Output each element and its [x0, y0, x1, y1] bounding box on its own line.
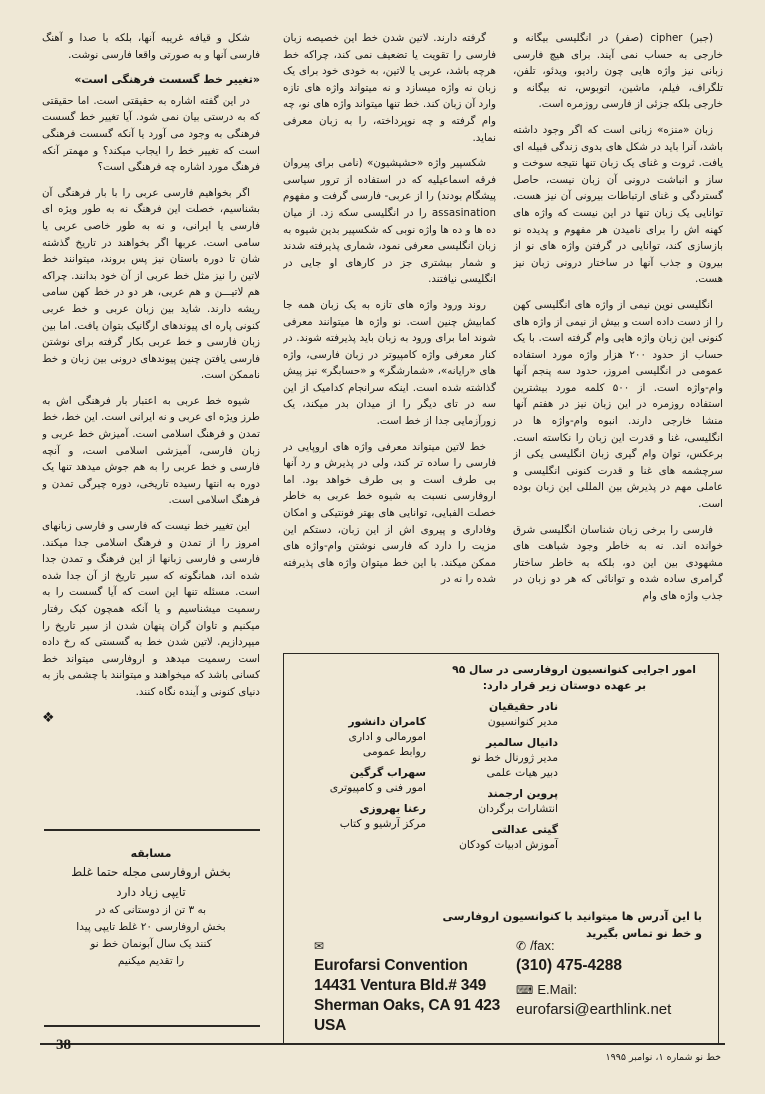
staff-list-left [296, 714, 426, 831]
footer-rule [40, 1043, 725, 1045]
box-heading-line: امور اجرایی کنوانسیون اروفارسی در سال ۹۵ [452, 663, 696, 676]
email-address: eurofarsi@earthlink.net [516, 1001, 672, 1018]
staff-name: پروین ارجمند [487, 787, 558, 800]
contest-line: بخش اروفارسی مجله حتما غلط [71, 865, 231, 879]
staff-name: دانیال سالمیر [486, 736, 558, 749]
issue-footer: خط نو شماره ۱، نوامبر ۱۹۹۵ [605, 1052, 721, 1063]
mail-icon: ✉ [314, 939, 324, 953]
staff-name: نادر حقیقیان [488, 700, 558, 713]
staff-role: انتشارات برگردان [478, 802, 558, 815]
page-number: 38 [56, 1037, 71, 1053]
contest-line: کنند یک سال آبونمان خط نو [90, 938, 212, 950]
paragraph: اگر بخواهیم فارسی عربی را با بار فرهنگی آن بشناسیم، خصلت این فرهنگ نه به طور ویژه ای فارسی یا ایرانی، و نه به طور خاصی عربی یا سامی است. عربها اگر بخواهند در تاریخ گذشته شان تا دوره باستان نیز پس بروند، میتوانند خط لاتین را نیز مثل خط عربی از آن خود بدانند. چراکه هم لاتیـــن و هم عربی، هر دو در خط کهن سامی ریشه دارند. شاید بین زبان عربی و خط عربی کنونی پاره ای پیوندهای ارگانیک بتوان یافت. اما بین زبان فارسی و خط عربی بکار گرفته برای نوشتن فارسی یافتن چنین پیوندهای درونی بین زبان و خط ناممکن است. [42, 186, 260, 382]
divider [44, 1025, 260, 1027]
staff-name: سهراب گرگین [349, 766, 426, 779]
paragraph: شکسپیر واژه «حشیشیون» (نامی برای پیروان فرقه اسماعیلیه که در استفاده از ترور سیاسی پیشگام بودند) را از عربی- فارسی گرفت و مفهوم assasination را در انگلیسی سکه زد. از میان ده ها و ده ها واژه نوبی که شکسپیر بدین شیوه به زبان انگلیسی معرفی نمود، شماری پذیرفته شدند و شمار بیشتری جز در کارهای او جایی در انگلیسی نیافتند. [283, 157, 496, 286]
contest-line: تایپی زیاد دارد [116, 885, 186, 899]
staff-name: کامران دانشور [348, 715, 426, 728]
contact-line: و خط نو تماس بگیرید [585, 927, 702, 940]
email-label: E.Mail: [537, 982, 578, 997]
computer-icon: ⌨ [516, 983, 534, 997]
column-right [513, 30, 723, 605]
paragraph: (جبر) cipher (صفر) در انگلیسی بیگانه و خارجی به حساب نمی آیند. برای هیچ فارسی زبانی نیز واژه هایی چون رادیو، ویدئو، تلفن، تلگراف، فیلم، ماشین، اتوبوس، نه بیگانه و خارجی بلکه جزئی از فارسی روزمره است. [513, 32, 723, 111]
ornament-icon: ❖ [42, 709, 55, 726]
paragraph: روند ورود واژه های تازه به یک زبان همه جا کمابیش چنین است. نو واژه ها میتوانند معرفی شوند اما برای ورود به زبان باید پذیرفته شوند. در کنار معرفی واژه کامپیوتر در زبان فارسی، واژه های «رایانه»، «شمارشگر» و «حسابگر» نیز پیش گذاشته شده است. اینکه سرانجام کدامیک از این سه در تای دیگر را از میدان بدر میکند، یک زورآزمایی جدا از خط است. [283, 298, 496, 428]
address-line: Eurofarsi Convention [314, 957, 468, 974]
staff-role: مدیر کنوانسیون [487, 715, 558, 728]
column-left [42, 30, 260, 825]
staff-role: امور فنی و کامپیوتری [329, 781, 426, 794]
box-heading [304, 662, 704, 694]
address-line: Sherman Oaks, CA 91 423 [314, 997, 501, 1014]
address-line: 14431 Ventura Bld.# 349 [314, 977, 487, 994]
paragraph: در این گفته اشاره به حقیقتی است. اما حقیقتی که به درستی بیان نمی شود. آیا تغییر خط گسست فرهنگی به وجود می آورد یا آنکه گسست فرهنگی است که تغییر خط را ایجاب میکند؟ و مهمتر آنکه فرهنگ مورد اشاره چه فرهنگی است؟ [42, 94, 260, 174]
divider [44, 829, 260, 831]
postal-address [314, 936, 500, 1036]
paragraph: انگلیسی نوین نیمی از واژه های انگلیسی کهن را از دست داده است و بیش از نیمی از واژه های کنونی این زبان واژه هایی وام گرفته است. با یک حساب از حدود ۲۰۰ هزار واژه مورد استفاده عمومی در انگلیسی امروز، حدود سه پنجم آنها وام-واژه است. از ۵۰۰ کلمه مورد بیشترین استفاده روزمره در این زبان نیز در هفتم آنها منشا خارجی دارند. انبوه وام-واژه ها در انگلیسی، غنا و قدرت این زبان را نکاسته است. برعکس، توان وام گیری زبان انگلیسی یکی از سرچشمه های غنا و قدرت کنونی انگلیسی و عاملی مهم در پذیرش بین المللی این زبان بوده است. [513, 298, 723, 511]
paragraph: فارسی را برخی زبان شناسان انگلیسی شرق خوانده اند. نه به خاطر وجود شباهت های مشهودی بین این دو، بلکه به خاطر ساختار گرامری ساده شده و توانائی که هر دو زبان در جذب واژه های وام [513, 523, 723, 602]
email-block [516, 980, 671, 1020]
paragraph: زبان «منزه» زبانی است که اگر وجود داشته باشد، آنرا باید در شکل های بدوی زندگی قبیله ای یافت. ثروت و غنای یک زبان تنها نتیجه سوخت و ساز و انباشت درونی آن زبان نیست، حاصل گستردگی و غنای ارتباطات بیرونی آن نیز هست. توانایی یک زبان تنها در این نیست که واژه های کهنه اش را برای نامیدن هر مفهوم و پدیده نو بازسازی کند، توانایی در گرفتن واژه های نو از بیرون و جذب آنها در ساختار درونی زبان نیز هست. [513, 123, 723, 286]
phone-icon: ✆ [516, 939, 527, 953]
staff-role: مدیر ژورنال خط نو [472, 751, 558, 764]
paragraph: خط لاتین میتواند معرفی واژه های اروپایی در فارسی را ساده تر کند، ولی در پذیرش و رد آنها بی طرف است و بی طرف خواهد بود. اما اروفارسی نسبت به شیوه خط عربی به خاطر خصلت الفبایی، توانایی های بهتر فونتیکی و امکان وفاداری و پیروی اش از این زبان، دستکم این مزیت را دارد که فارسی نوشتن وام-واژه های ممکن میکند. با این خط میتوان واژه های پذیرفته شده را نه در [283, 440, 496, 586]
contest-line: به ۳ تن از دوستانی که در [95, 904, 207, 916]
paragraph: این تغییر خط نیست که فارسی و فارسی زبانهای امروز را از تمدن و فرهنگ اسلامی جدا میکند. فارسی و فارسی زبانها از این فرهنگ و تمدن جدا شده اند، همانگونه که سیر تاریخ از آن جدا شده است. مسئله تنها این است که آیا گسست را به رسمیت میشناسیم و یا آنکه همچون کبک رفتار میکنیم و تاوان گران پنهان شدن از سیر تاریخ را میپردازیم. لاتین شدن خط به گسستی که رخ داده است رسمیت میدهد و اروفارسی میتواند خط کسانی باشد که میخواهند و میتوانند با چشمی باز به دنیای کنونی و آینده نگاه کنند. [42, 520, 260, 698]
paragraph: شیوه خط عربی به اعتبار بار فرهنگی اش به طرز ویژه ای عربی و نه ایرانی است. این خط، خط تمدن و فرهنگ اسلامی است. آمیزش خط عربی و زبان فارسی، آمیزشی اسلامی است، و آنچه فارسی و خط عربی را به هم جوش میدهد تنها یک دوره به انتها رسیده تاریخی، دوره چیرگی تمدن و فرهنگ اسلامی است. [42, 394, 260, 507]
address-line: USA [314, 1017, 347, 1034]
contest-line: بخش اروفارسی ۲۰ غلط تایپی پیدا [76, 921, 226, 933]
staff-role: امورمالی و اداری [348, 730, 426, 743]
contact-line: با این آدرس ها میتوانید با کنوانسیون اروفارسی [442, 910, 702, 923]
contest-notice [42, 845, 260, 970]
section-heading: «تغییر خط گسست فرهنگی است» [74, 73, 260, 87]
contest-title: مسابقه [130, 847, 172, 860]
staff-role: مرکز آرشیو و کتاب [339, 817, 426, 830]
paragraph: گرفته دارند. لاتین شدن خط این خصیصه زبان فارسی را تقویت یا تضعیف نمی کند، چراکه خط هرچه باشد، عربی یا لاتین، به خودی خود برای یک زبان نه واژه میسازد و نه میتواند واژه های تازه وارد آن زبان کند. خط تنها میتواند واژه های نو، چه وام گرفته و چه نوپرداخته، را به زبان معرفی نماید. [283, 32, 496, 144]
convention-box [283, 653, 719, 1045]
box-heading-line: بر عهده دوستان زیر قرار دارد: [482, 679, 646, 692]
column-middle [283, 30, 496, 605]
staff-role: روابط عمومی [362, 745, 426, 758]
phone-fax [516, 936, 622, 976]
staff-role: دبیر هیات علمی [486, 766, 558, 779]
paragraph: شکل و قیافه غریبه آنها، بلکه با صدا و آهنگ فارسی آنها و به صورتی واقعا فارسی نوشت. [42, 32, 260, 61]
phone-label: /fax: [530, 938, 555, 953]
staff-name: گیتی عدالتی [491, 823, 558, 836]
staff-name: رعنا بهروزی [359, 802, 426, 815]
staff-role: آموزش ادبیات کودکان [458, 838, 558, 851]
phone-number: (310) 475-4288 [516, 957, 622, 974]
contest-line: را تقدیم میکنیم [117, 955, 185, 967]
